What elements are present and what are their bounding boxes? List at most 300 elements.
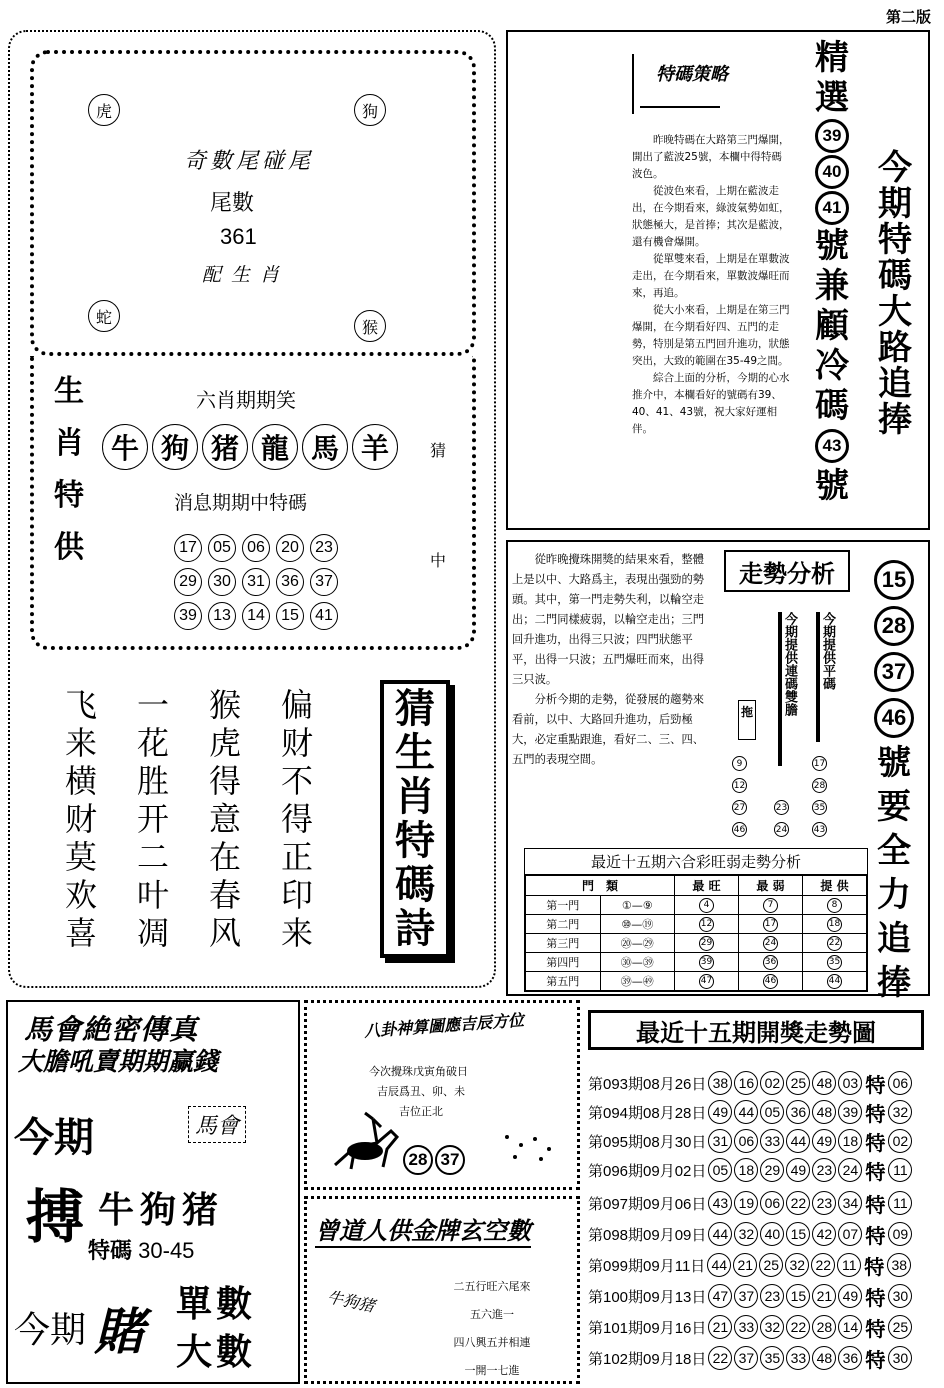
special-ball: 02 (888, 1129, 912, 1153)
gold-line: 四八興五并相連 (453, 1336, 531, 1349)
zodiac-subtitle: 六肖期期笑 (196, 390, 296, 412)
table-number-circle: 47 (699, 974, 714, 989)
poem-char: 凋 (136, 914, 169, 952)
table-number-circle: 22 (827, 936, 842, 951)
animal-circle: 馬 (302, 424, 348, 470)
side-char: 肖 (54, 426, 84, 461)
number-circle: 29 (174, 568, 202, 596)
small-number-circle: 24 (774, 822, 789, 837)
draw-ball: 49 (812, 1129, 836, 1153)
draw-ball: 38 (708, 1071, 732, 1095)
trend-paragraph: 從昨晚攪珠開獎的結果來看，整體上是以中、大路爲主，表現出强勁的勢頭。其中，第一門走勢失利，以輪空走出；二門同樣疲弱，以輪空走出；三門回升進功，出得三只波；四門狀態平平，出得一只波；五門爆旺而來，出得三只波。 (512, 553, 705, 686)
fax-special-range: 30-45 (138, 1238, 195, 1263)
number-circle: 41 (310, 602, 338, 630)
side-char: 生 (54, 374, 84, 409)
pair-numbers (774, 800, 789, 837)
small-number-circle: 28 (812, 778, 827, 793)
trend-text (512, 550, 714, 770)
bagua-numbers (403, 1145, 465, 1175)
special-ball: 30 (888, 1346, 912, 1370)
bagua-number-circle: 28 (403, 1145, 433, 1175)
number-circle: 36 (276, 568, 304, 596)
poem-column (278, 686, 316, 952)
strategy-logo-text: 特碼策略 (656, 64, 728, 84)
fax-gamble-char: 賭 (94, 1302, 144, 1361)
table-number-circle: 39 (699, 955, 714, 970)
animal-circle: 龍 (252, 424, 298, 470)
fax-odd: 單數 (176, 1283, 257, 1324)
pick-title-char: 選 (815, 79, 849, 117)
draw-ball: 49 (708, 1100, 732, 1124)
special-label: 特 (865, 1192, 886, 1217)
draw-ball: 44 (734, 1100, 758, 1124)
draw-ball: 48 (812, 1100, 836, 1124)
gold-line: 一開一七進 (464, 1364, 520, 1377)
strategy-picks (810, 38, 854, 506)
draw-ball: 03 (838, 1071, 862, 1095)
table-cell (675, 953, 739, 972)
table-row (526, 915, 867, 934)
number-circle: 20 (276, 534, 304, 562)
draw-ball: 14 (838, 1315, 862, 1339)
number-circle: 30 (208, 568, 236, 596)
big-text-char: 追 (877, 920, 911, 958)
poem-title-char: 碼 (395, 863, 435, 907)
special-ball: 25 (888, 1315, 912, 1339)
draw-ball: 22 (786, 1191, 810, 1215)
table-number-circle: 18 (827, 917, 842, 932)
poem-char: 二 (136, 838, 169, 876)
draw-row (588, 1070, 912, 1096)
animal-circle: 牛 (102, 424, 148, 470)
draw-ball: 47 (708, 1284, 732, 1308)
small-number-circle: 27 (732, 800, 747, 815)
number-circle: 13 (208, 602, 236, 630)
big-pick-circle: 37 (874, 652, 914, 692)
gold-stamp: 牛狗猪 (325, 1287, 377, 1316)
special-label: 特 (864, 1254, 885, 1279)
draw-ball: 23 (812, 1191, 836, 1215)
draw-row (588, 1099, 912, 1125)
draw-label: 第102期09月18日 (588, 1350, 707, 1368)
headline-char: 期 (878, 185, 912, 223)
fax-bet-animals: 牛狗猪 (98, 1189, 225, 1230)
table-cell (739, 953, 803, 972)
poem-title-box (380, 680, 450, 958)
small-number-circle: 23 (774, 800, 789, 815)
table-number-circle: 36 (763, 955, 778, 970)
trend-paragraph: 分析今期的走勢，從發展的趨勢來看前，以中、大路回升進功，后勁極大，必定重點跟進，看好二、三、四、五門的表現空間。 (512, 693, 705, 766)
table-cell (802, 896, 866, 915)
poem-char: 来 (280, 914, 313, 952)
page-label: 第二版 (886, 8, 932, 26)
special-label: 特 (865, 1159, 886, 1184)
table-cell: 第五門 (526, 972, 601, 991)
big-picks (872, 560, 916, 1002)
logo-underline (640, 106, 720, 108)
poem-char: 虎 (208, 724, 241, 762)
fax-special (88, 1234, 194, 1265)
poem-title-char: 詩 (395, 907, 435, 951)
table-cell: 第二門 (526, 915, 601, 934)
special-label: 特 (865, 1285, 886, 1310)
poem-char: 在 (208, 838, 241, 876)
draw-label: 第096期09月02日 (588, 1162, 707, 1180)
table-cell: ⑩—⑲ (600, 915, 675, 934)
draw-ball: 18 (734, 1158, 758, 1182)
draw-ball: 22 (708, 1346, 732, 1370)
big-pick-circle: 28 (874, 606, 914, 646)
fax-special-label: 特碼 (88, 1238, 133, 1263)
poem-char: 得 (208, 762, 241, 800)
draw-ball: 43 (708, 1191, 732, 1215)
table-cell (739, 972, 803, 991)
draw-row (588, 1221, 912, 1247)
special-ball: 11 (888, 1191, 912, 1215)
headline-char: 大 (878, 293, 912, 331)
trend-table (525, 875, 867, 991)
small-number-circle: 46 (732, 822, 747, 837)
pick-mid-char: 顧 (815, 307, 849, 345)
draw-ball: 07 (838, 1222, 862, 1246)
fax-title-2: 大膽吼賣期期赢錢 (18, 1048, 219, 1076)
table-cell (802, 953, 866, 972)
strategy-paragraph: 昨晚特碼在大路第三門爆開，開出了藍波25號，本欄中得特碼波色。 (632, 134, 790, 180)
poem-column (206, 686, 244, 952)
tail-box (30, 50, 476, 356)
draw-ball: 29 (760, 1158, 784, 1182)
draw-ball: 05 (760, 1100, 784, 1124)
pick-mid-char: 號 (815, 227, 849, 265)
poem-char: 叶 (136, 876, 169, 914)
poem-char: 得 (280, 800, 313, 838)
draw-ball: 44 (707, 1253, 731, 1277)
draw-ball: 37 (734, 1346, 758, 1370)
pick-circle: 43 (815, 429, 849, 463)
draw-ball: 21 (733, 1253, 757, 1277)
pair-label: 今期提供連碼雙膽 (778, 612, 796, 766)
table-cell (675, 896, 739, 915)
draw-ball: 37 (734, 1284, 758, 1308)
strategy-paragraph: 綜合上面的分析，今期的心水推介中，本欄看好的號碼有39、40、41、43號，祝大家好運相伴。 (632, 372, 790, 435)
table-number-circle: 17 (763, 917, 778, 932)
draw-label: 第097期09月06日 (588, 1195, 707, 1213)
table-number-circle: 35 (827, 955, 842, 970)
table-cell: 第一門 (526, 896, 601, 915)
poem-column (62, 686, 100, 952)
small-number-circle: 43 (812, 822, 827, 837)
special-label: 特 (865, 1316, 886, 1341)
zodiac-box (30, 356, 476, 650)
big-pick-circle: 46 (874, 698, 914, 738)
big-text-char: 號 (877, 744, 911, 782)
special-ball: 30 (888, 1284, 912, 1308)
number-circle: 05 (208, 534, 236, 562)
table-number-circle: 12 (699, 917, 714, 932)
strategy-paragraph: 從波色來看，上期在藍波走出，在今期看來，綠波氣勢如虹，狀態極大，是首捧；其次是藍波，還有機會爆開。 (632, 185, 790, 248)
big-text-char: 全 (877, 832, 911, 870)
corner-snake: 蛇 (88, 300, 120, 332)
header-cell: 提 供 (802, 876, 866, 896)
poem-char: 飞 (64, 686, 97, 724)
draw-row (588, 1314, 912, 1340)
draw-ball: 24 (838, 1158, 862, 1182)
strategy-headline (868, 150, 922, 438)
fax-today-2: 今期 (14, 1309, 87, 1350)
number-circle: 15 (276, 602, 304, 630)
pick-mid-char: 碼 (815, 387, 849, 425)
draw-ball: 02 (760, 1071, 784, 1095)
draw-ball: 32 (760, 1315, 784, 1339)
bagua-title: 八卦神算圖應吉辰方位 (363, 1010, 525, 1041)
poem-char: 横 (64, 762, 97, 800)
poem-char: 风 (208, 914, 241, 952)
draw-label: 第098期09月09日 (588, 1226, 707, 1244)
headline-char: 今 (878, 149, 912, 187)
pick-mid-char: 兼 (815, 267, 849, 305)
header-cell: 最 旺 (675, 876, 739, 896)
draw-ball: 40 (760, 1222, 784, 1246)
draw-row (588, 1283, 912, 1309)
poem-char: 正 (280, 838, 313, 876)
numbers-title: 消息期期中特碼 (174, 493, 308, 514)
bagua-line-3: 吉位正北 (399, 1105, 443, 1118)
special-label: 特 (865, 1130, 886, 1155)
special-ball: 11 (888, 1158, 912, 1182)
corner-dog: 狗 (354, 94, 386, 126)
draw-label: 第099期09月11日 (588, 1257, 706, 1275)
pick-circle: 41 (815, 191, 849, 225)
table-cell (739, 934, 803, 953)
draw-row (588, 1157, 912, 1183)
draws-title: 最近十五期開獎走勢圖 (588, 1010, 924, 1050)
draw-ball: 31 (708, 1129, 732, 1153)
small-number-circle: 12 (732, 778, 747, 793)
poem-char: 猴 (208, 686, 241, 724)
bagua-line-2: 吉辰爲丑、卯、未 (377, 1085, 465, 1098)
draw-ball: 23 (812, 1158, 836, 1182)
poem-char: 偏 (280, 686, 313, 724)
header-cell: 門 類 (526, 876, 675, 896)
poem-char: 欢 (64, 876, 97, 914)
table-cell (739, 896, 803, 915)
drag-label: 拖 (738, 700, 756, 740)
draw-ball: 15 (786, 1222, 810, 1246)
special-label: 特 (865, 1223, 886, 1248)
strategy-logo (632, 54, 732, 114)
poem-char: 一 (136, 686, 169, 724)
bagua-number-circle: 37 (435, 1145, 465, 1175)
special-ball: 06 (888, 1071, 912, 1095)
draw-ball: 32 (734, 1222, 758, 1246)
special-label: 特 (865, 1072, 886, 1097)
poem-char: 财 (280, 724, 313, 762)
flat-numbers (812, 756, 827, 837)
draw-ball: 06 (734, 1129, 758, 1153)
table-number-circle: 4 (699, 898, 714, 913)
big-text-char: 要 (877, 788, 911, 826)
draw-ball: 21 (708, 1315, 732, 1339)
draw-ball: 49 (838, 1284, 862, 1308)
flat-label: 今期提供平碼 (816, 612, 834, 742)
draw-ball: 16 (734, 1071, 758, 1095)
headline-char: 路 (878, 329, 912, 367)
strategy-paragraph: 從單雙來看，上期是在單數波走出，在今期看來，單數波爆旺而來，再追。 (632, 253, 790, 299)
fax-box (6, 1000, 300, 1384)
number-circle: 37 (310, 568, 338, 596)
bagua-dot-pattern (497, 1127, 567, 1167)
table-row (526, 953, 867, 972)
gold-lines (407, 1273, 577, 1385)
number-circle: 23 (310, 534, 338, 562)
draw-ball: 33 (760, 1129, 784, 1153)
poem-char: 来 (64, 724, 97, 762)
draw-ball: 33 (786, 1346, 810, 1370)
trend-box (506, 540, 930, 1002)
strategy-paragraph: 從大小來看，上期是在第三門爆開，在今期看好四、五門的走勢，特別是第五門回升進功，狀態突出，大致的範圍在35-49之間。 (632, 304, 790, 367)
fax-bet-char: 搏 (26, 1183, 85, 1251)
pick-circle: 40 (815, 155, 849, 189)
poem-char: 意 (208, 800, 241, 838)
draw-ball: 44 (786, 1129, 810, 1153)
draw-ball: 22 (786, 1315, 810, 1339)
draw-ball: 33 (734, 1315, 758, 1339)
headline-char: 追 (878, 365, 912, 403)
pick-end-char: 號 (815, 467, 849, 505)
zodiac-side-title (52, 366, 86, 574)
side-char: 特 (54, 478, 84, 513)
draw-row (588, 1128, 912, 1154)
fax-title-1: 馬會絶密傳真 (24, 1014, 199, 1045)
pick-mid-char: 冷 (815, 347, 849, 385)
poem-char: 印 (280, 876, 313, 914)
gold-line: 二五行旺六尾來 (453, 1280, 531, 1293)
poem-title-char: 特 (395, 819, 435, 863)
tail-footer: 配生肖 (202, 264, 290, 286)
gold-title: 曾道人供金牌玄空數 (315, 1211, 531, 1248)
headline-char: 碼 (878, 257, 912, 295)
draw-row (588, 1345, 912, 1371)
bagua-box (304, 1000, 580, 1190)
bagua-line-1: 今次攪珠戊寅角破日 (369, 1065, 468, 1078)
draw-ball: 05 (708, 1158, 732, 1182)
draw-ball: 11 (837, 1253, 861, 1277)
table-cell: ㊴—㊾ (600, 972, 675, 991)
table-cell (739, 915, 803, 934)
draw-ball: 36 (786, 1100, 810, 1124)
small-number-circle: 9 (732, 756, 747, 771)
big-text-char: 力 (877, 876, 911, 914)
special-label: 特 (865, 1347, 886, 1372)
draw-ball: 15 (786, 1284, 810, 1308)
draw-ball: 36 (838, 1346, 862, 1370)
draw-ball: 19 (734, 1191, 758, 1215)
draw-row (588, 1190, 912, 1216)
header-cell: 最 弱 (739, 876, 803, 896)
table-number-circle: 24 (763, 936, 778, 951)
headline-char: 捧 (878, 401, 912, 439)
headline-char: 特 (878, 221, 912, 259)
drag-numbers (732, 756, 747, 837)
poem-title-char: 生 (395, 731, 435, 775)
table-cell: 第三門 (526, 934, 601, 953)
table-cell: ㉚—㊴ (600, 953, 675, 972)
poem-char: 喜 (64, 914, 97, 952)
fax-stamp: 馬會 (188, 1106, 246, 1143)
table-cell (675, 934, 739, 953)
strategy-box (506, 30, 930, 530)
poem-char: 不 (280, 762, 313, 800)
poem-char: 财 (64, 800, 97, 838)
draw-ball: 34 (838, 1191, 862, 1215)
number-circle: 39 (174, 602, 202, 630)
table-row (526, 934, 867, 953)
table-number-circle: 46 (763, 974, 778, 989)
draw-ball: 18 (838, 1129, 862, 1153)
table-number-circle: 29 (699, 936, 714, 951)
table-number-circle: 7 (763, 898, 778, 913)
draw-ball: 28 (812, 1315, 836, 1339)
small-number-circle: 17 (812, 756, 827, 771)
big-pick-circle: 15 (874, 560, 914, 600)
animal-circle: 猪 (202, 424, 248, 470)
draw-ball: 44 (708, 1222, 732, 1246)
table-cell (802, 934, 866, 953)
table-cell (675, 915, 739, 934)
horseman-illustration (325, 1107, 405, 1177)
trend-table-wrap (524, 848, 868, 992)
draw-label: 第094期08月28日 (588, 1104, 707, 1122)
draw-ball: 25 (759, 1253, 783, 1277)
small-number-circle: 35 (812, 800, 827, 815)
table-cell (675, 972, 739, 991)
draw-ball: 42 (812, 1222, 836, 1246)
number-circle: 06 (242, 534, 270, 562)
table-cell: 第四門 (526, 953, 601, 972)
number-circle: 14 (242, 602, 270, 630)
poem-char: 莫 (64, 838, 97, 876)
table-cell (802, 972, 866, 991)
draw-label: 第095期08月30日 (588, 1133, 707, 1151)
zodiac-side-right-1: 猜 (430, 441, 447, 460)
number-circle: 17 (174, 534, 202, 562)
gold-line: 五六進一 (470, 1308, 514, 1321)
draw-ball: 35 (760, 1346, 784, 1370)
side-char: 供 (54, 530, 84, 565)
tail-number: 361 (220, 224, 257, 249)
corner-tiger: 虎 (88, 94, 120, 126)
corner-monkey: 猴 (354, 310, 386, 342)
animal-circle: 羊 (352, 424, 398, 470)
poem-char: 春 (208, 876, 241, 914)
special-label: 特 (865, 1101, 886, 1126)
draw-ball: 25 (786, 1071, 810, 1095)
strategy-text (632, 132, 792, 438)
fax-big: 大數 (176, 1331, 257, 1372)
pick-circle: 39 (815, 119, 849, 153)
poem-columns (62, 686, 316, 952)
draw-label: 第093期08月26日 (588, 1075, 707, 1093)
pick-title-char: 精 (815, 39, 849, 77)
special-ball: 38 (887, 1253, 911, 1277)
table-header-row (526, 876, 867, 896)
draw-ball: 22 (811, 1253, 835, 1277)
draw-ball: 48 (812, 1071, 836, 1095)
draw-ball: 21 (812, 1284, 836, 1308)
poem-char: 胜 (136, 762, 169, 800)
animal-circle: 狗 (152, 424, 198, 470)
poem-char: 开 (136, 800, 169, 838)
